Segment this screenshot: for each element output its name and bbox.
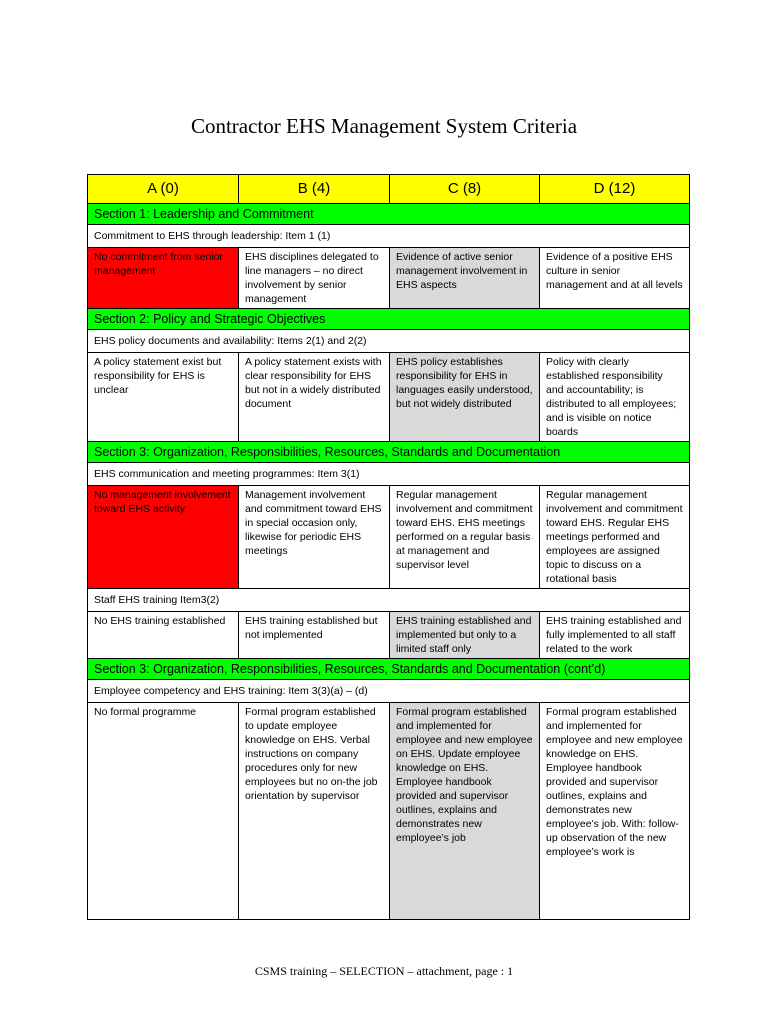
rating-cell-c (390, 703, 540, 920)
rating-cell-d (540, 612, 690, 659)
section-title: Section 3: Organization, Responsibilities, Resources, Standards and Documentation (cont’d) (88, 659, 690, 680)
cell-text: Evidence of active senior management involvement in EHS aspects (396, 251, 528, 291)
criterion-row (88, 225, 690, 248)
criterion-label: Commitment to EHS through leadership: Item 1 (1) (88, 225, 690, 248)
cell-text: No formal programme (94, 706, 197, 718)
section-title: Section 1: Leadership and Commitment (88, 204, 690, 225)
header-c: C (8) (390, 175, 540, 204)
cell-text: Regular management involvement and commitment toward EHS. Regular EHS meetings performed and employees are assigned topic to discuss on a rotational basis (546, 489, 683, 585)
criterion-label: Staff EHS training Item3(2) (88, 589, 690, 612)
section-title: Section 3: Organization, Responsibilities, Resources, Standards and Documentation (88, 442, 690, 463)
criterion-label: EHS policy documents and availability: Items 2(1) and 2(2) (88, 330, 690, 353)
cell-text: Management involvement and commitment toward EHS in special occasion only, likewise for periodic EHS meetings (245, 489, 382, 557)
rating-cell-a (88, 486, 239, 589)
cell-text: Formal program established and implemented for employee and new employee knowledge on EHS. Employee handbook provided and supervisor outlines, explains and demonstrates new employee’s job. With: follow-up observation of the new employee’s work is (546, 706, 683, 858)
criterion-row (88, 330, 690, 353)
cell-text: Evidence of a positive EHS culture in senior management and at all levels (546, 251, 683, 291)
cell-text: EHS training established and implemented but only to a limited staff only (396, 615, 532, 655)
section-row (88, 442, 690, 463)
cell-text: No management involvement toward EHS activity (94, 489, 231, 515)
header-row (88, 175, 690, 204)
rating-cell-b (239, 248, 390, 309)
rating-cell-a (88, 612, 239, 659)
rating-cell-d (540, 248, 690, 309)
rating-cell-b (239, 353, 390, 442)
table-row (88, 486, 690, 589)
rating-cell-c (390, 612, 540, 659)
header-d: D (12) (540, 175, 690, 204)
rating-cell-b (239, 486, 390, 589)
rating-cell-b (239, 612, 390, 659)
rating-cell-c (390, 353, 540, 442)
criterion-label: Employee competency and EHS training: Item 3(3)(a) – (d) (88, 680, 690, 703)
rating-cell-b (239, 703, 390, 920)
table-row (88, 353, 690, 442)
section-title: Section 2: Policy and Strategic Objectives (88, 309, 690, 330)
cell-text: EHS policy establishes responsibility for EHS in languages easily understood, but not widely distributed (396, 356, 533, 410)
criteria-table (87, 174, 690, 920)
section-row (88, 204, 690, 225)
section-row (88, 309, 690, 330)
cell-text: Regular management involvement and commitment toward EHS. EHS meetings performed on a regular basis at management and supervisor level (396, 489, 533, 571)
rating-cell-d (540, 486, 690, 589)
cell-text: EHS training established but not implemented (245, 615, 378, 641)
rating-cell-d (540, 703, 690, 920)
criterion-row (88, 680, 690, 703)
table-row (88, 703, 690, 920)
section-row (88, 659, 690, 680)
cell-text: A policy statement exists with clear responsibility for EHS but not in a widely distributed document (245, 356, 382, 410)
table-row (88, 612, 690, 659)
page-title: Contractor EHS Management System Criteria (190, 114, 578, 138)
header-b: B (4) (239, 175, 390, 204)
cell-text: Formal program established and implemented for employee and new employee on EHS. Update employee knowledge on EHS. Employee handbook provided and supervisor outlines, explains and demonstrates new employee’s job (396, 706, 533, 844)
criterion-row (88, 589, 690, 612)
page-footer: CSMS training – SELECTION – attachment, page : 1 (254, 964, 514, 978)
rating-cell-a (88, 353, 239, 442)
table-row (88, 248, 690, 309)
cell-text: A policy statement exist but responsibility for EHS is unclear (94, 356, 222, 396)
cell-text: EHS disciplines delegated to line managers – no direct involvement by senior management (245, 251, 379, 305)
cell-text: No commitment from senior management (94, 251, 223, 277)
cell-text: EHS training established and fully implemented to all staff related to the work (546, 615, 682, 655)
rating-cell-c (390, 248, 540, 309)
rating-cell-a (88, 248, 239, 309)
cell-text: No EHS training established (94, 615, 226, 627)
cell-text: Policy with clearly established responsibility and accountability; is distributed to all employees; and is visible on notice boards (546, 356, 677, 438)
header-a: A (0) (88, 175, 239, 204)
cell-text: Formal program established to update employee knowledge on EHS. Verbal instructions on company procedures only for new employees but no on-the job orientation by supervisor (245, 706, 378, 802)
rating-cell-c (390, 486, 540, 589)
criterion-row (88, 463, 690, 486)
criterion-label: EHS communication and meeting programmes: Item 3(1) (88, 463, 690, 486)
rating-cell-d (540, 353, 690, 442)
rating-cell-a (88, 703, 239, 920)
